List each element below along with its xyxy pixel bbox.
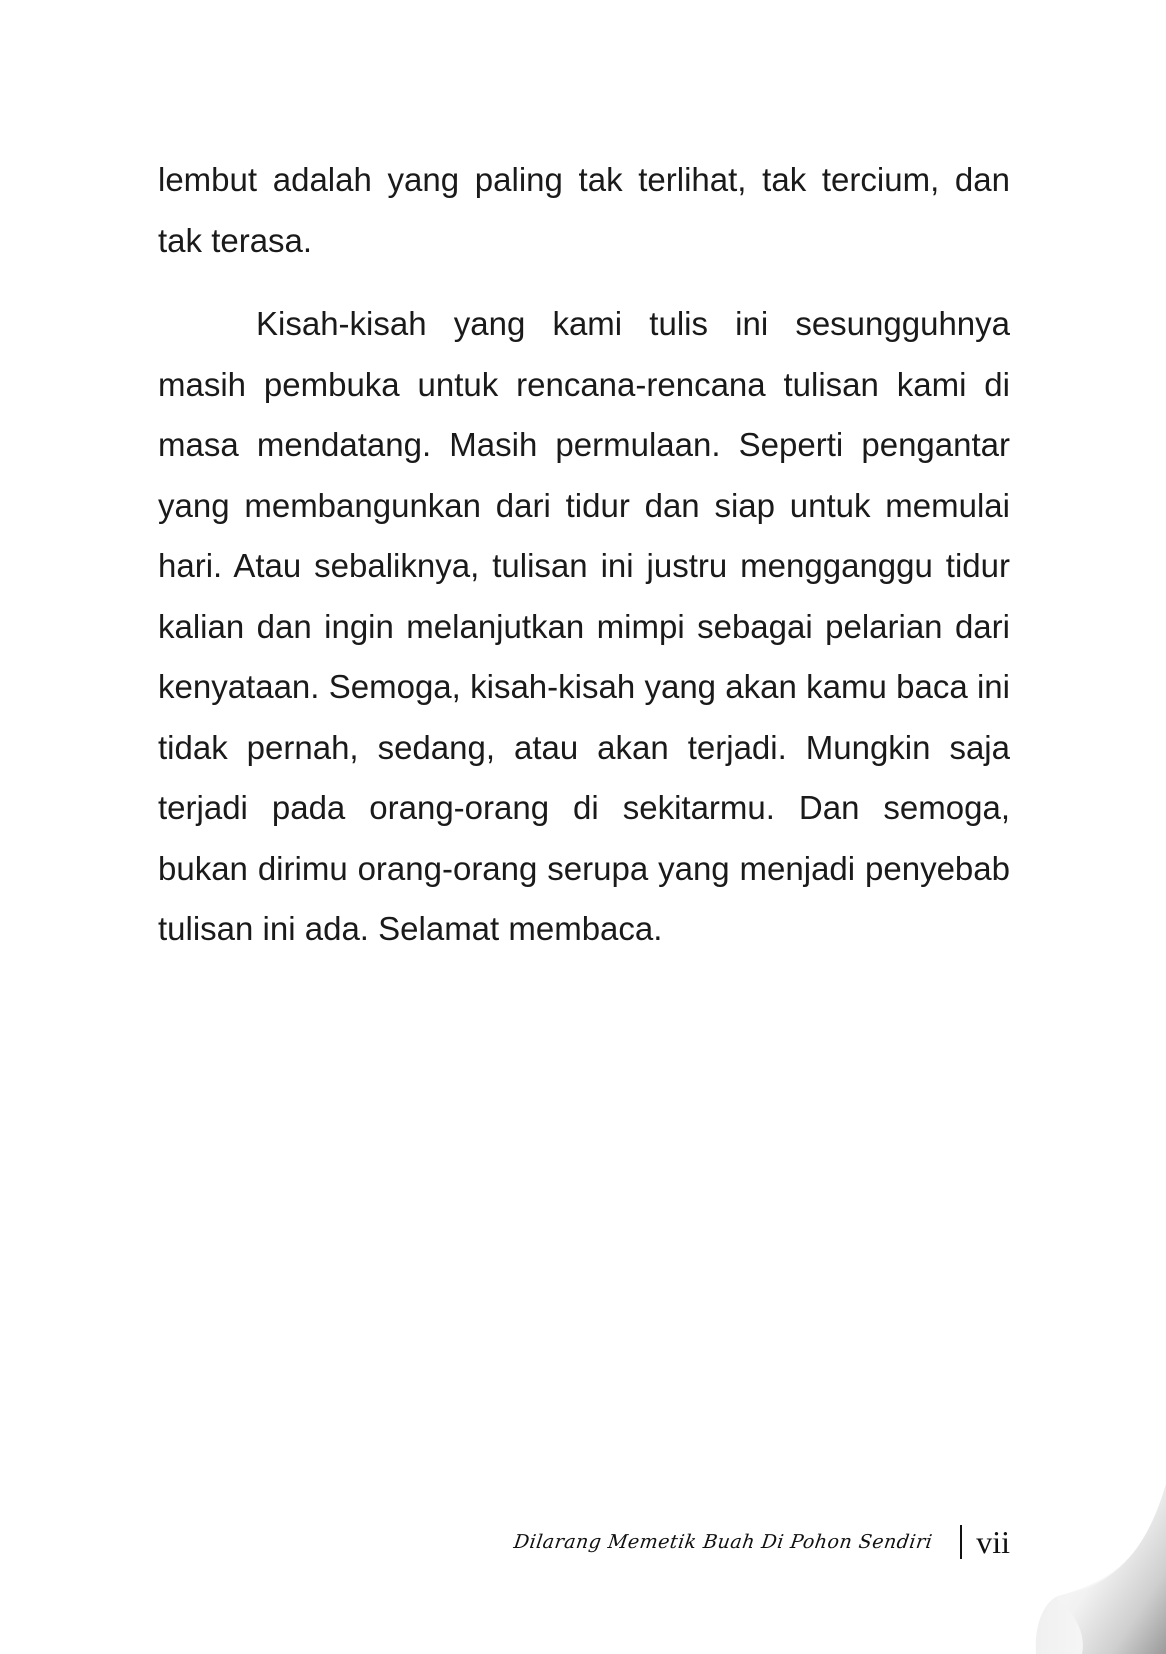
footer-book-title: Dilarang Memetik Buah Di Pohon Sendiri <box>512 1531 934 1553</box>
page-number: vii <box>976 1523 1010 1560</box>
paragraph-main: Kisah-kisah yang kami tulis ini sesungguhnya masih pembuka untuk rencana-rencana tulisan kami di masa mendatang. Masih permulaan. Seperti pengantar yang membangunkan dari tidur dan siap untuk memulai hari. Atau sebaliknya, tulisan ini justru mengganggu tidur kalian dan ingin melanjutkan mimpi sebagai pelarian dari kenyataan. Semoga, kisah-kisah yang akan kamu baca ini tidak pernah, sedang, atau akan terjadi. Mungkin saja terjadi pada orang-orang di sekitarmu. Dan semoga, bukan dirimu orang-orang serupa yang menjadi penyebab tulisan ini ada. Selamat membaca. <box>158 305 1010 947</box>
page-curl-icon <box>1016 1484 1166 1654</box>
footer-divider <box>960 1525 962 1559</box>
paragraph-continuation: lembut adalah yang paling tak terlihat, tak tercium, dan tak terasa. <box>158 161 1010 259</box>
body-text <box>158 150 1010 960</box>
page-footer <box>514 1518 1010 1566</box>
